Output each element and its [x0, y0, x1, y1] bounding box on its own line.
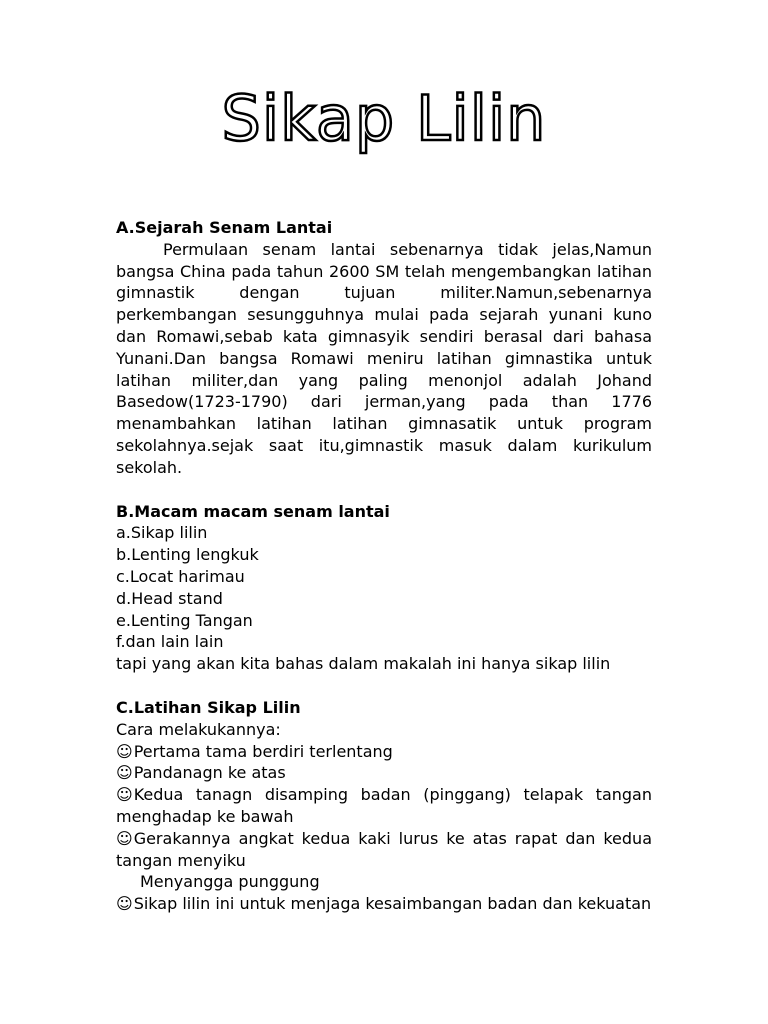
smiley-icon: ☺ — [116, 741, 133, 761]
spacer — [116, 675, 652, 697]
list-item: f.dan lain lain — [116, 632, 224, 652]
step-item — [116, 784, 652, 828]
step-item — [116, 741, 652, 763]
list-item: d.Head stand — [116, 588, 223, 608]
section-c-heading: C.Latihan Sikap Lilin — [116, 697, 301, 717]
page-title: Sikap Lilin — [221, 82, 547, 155]
section-c-intro: Cara melakukannya: — [116, 719, 281, 739]
smiley-icon: ☺ — [116, 763, 133, 783]
step-continuation: Menyangga punggung — [140, 872, 320, 892]
section-a-heading: A.Sejarah Senam Lantai — [116, 218, 333, 237]
step-item — [116, 762, 652, 784]
list-item: c.Locat harimau — [116, 566, 245, 586]
list-item: a.Sikap lilin — [116, 523, 208, 543]
document-body — [116, 217, 652, 915]
step-text: Gerakannya angkat kedua kaki lurus ke atas rapat dan kedua tangan menyiku — [116, 828, 652, 870]
step-text: Pandanagn ke atas — [133, 763, 286, 783]
list-item: b.Lenting lengkuk — [116, 545, 259, 565]
section-a-paragraph: Permulaan senam lantai sebenarnya tidak jelas,Namun bangsa China pada tahun 2600 SM telah mengembangkan latihan gimnastik dengan tujuan militer.Namun,sebenarnya perkembangan sesungguhnya mulai pada sejarah yunani kuno dan Romawi,sebab kata gimnasyik sendiri berasal dari bahasa Yunani.Dan bangsa Romawi meniru latihan gimnastika untuk latihan militer,dan yang paling menonjol adalah Johand Basedow(1723-1790) dari jerman,yang pada than 1776 menambahkan latihan latihan gimnasatik untuk program sekolahnya.sejak saat itu,gimnastik masuk dalam kurikulum sekolah. — [116, 239, 652, 477]
smiley-icon: ☺ — [116, 785, 133, 805]
smiley-icon: ☺ — [116, 828, 133, 848]
step-item — [116, 828, 652, 872]
step-item — [116, 893, 652, 915]
step-text: Sikap lilin ini untuk menjaga kesaimbangan badan dan kekuatan — [133, 894, 652, 914]
list-item: e.Lenting Tangan — [116, 610, 253, 630]
step-text: Pertama tama berdiri terlentang — [133, 741, 393, 761]
spacer — [116, 479, 652, 501]
section-b-note: tapi yang akan kita bahas dalam makalah ini hanya sikap lilin — [116, 654, 611, 674]
step-text: Kedua tanagn disamping badan (pinggang) telapak tangan menghadap ke bawah — [116, 785, 652, 826]
section-b-heading: B.Macam macam senam lantai — [116, 501, 390, 521]
smiley-icon: ☺ — [116, 894, 133, 914]
